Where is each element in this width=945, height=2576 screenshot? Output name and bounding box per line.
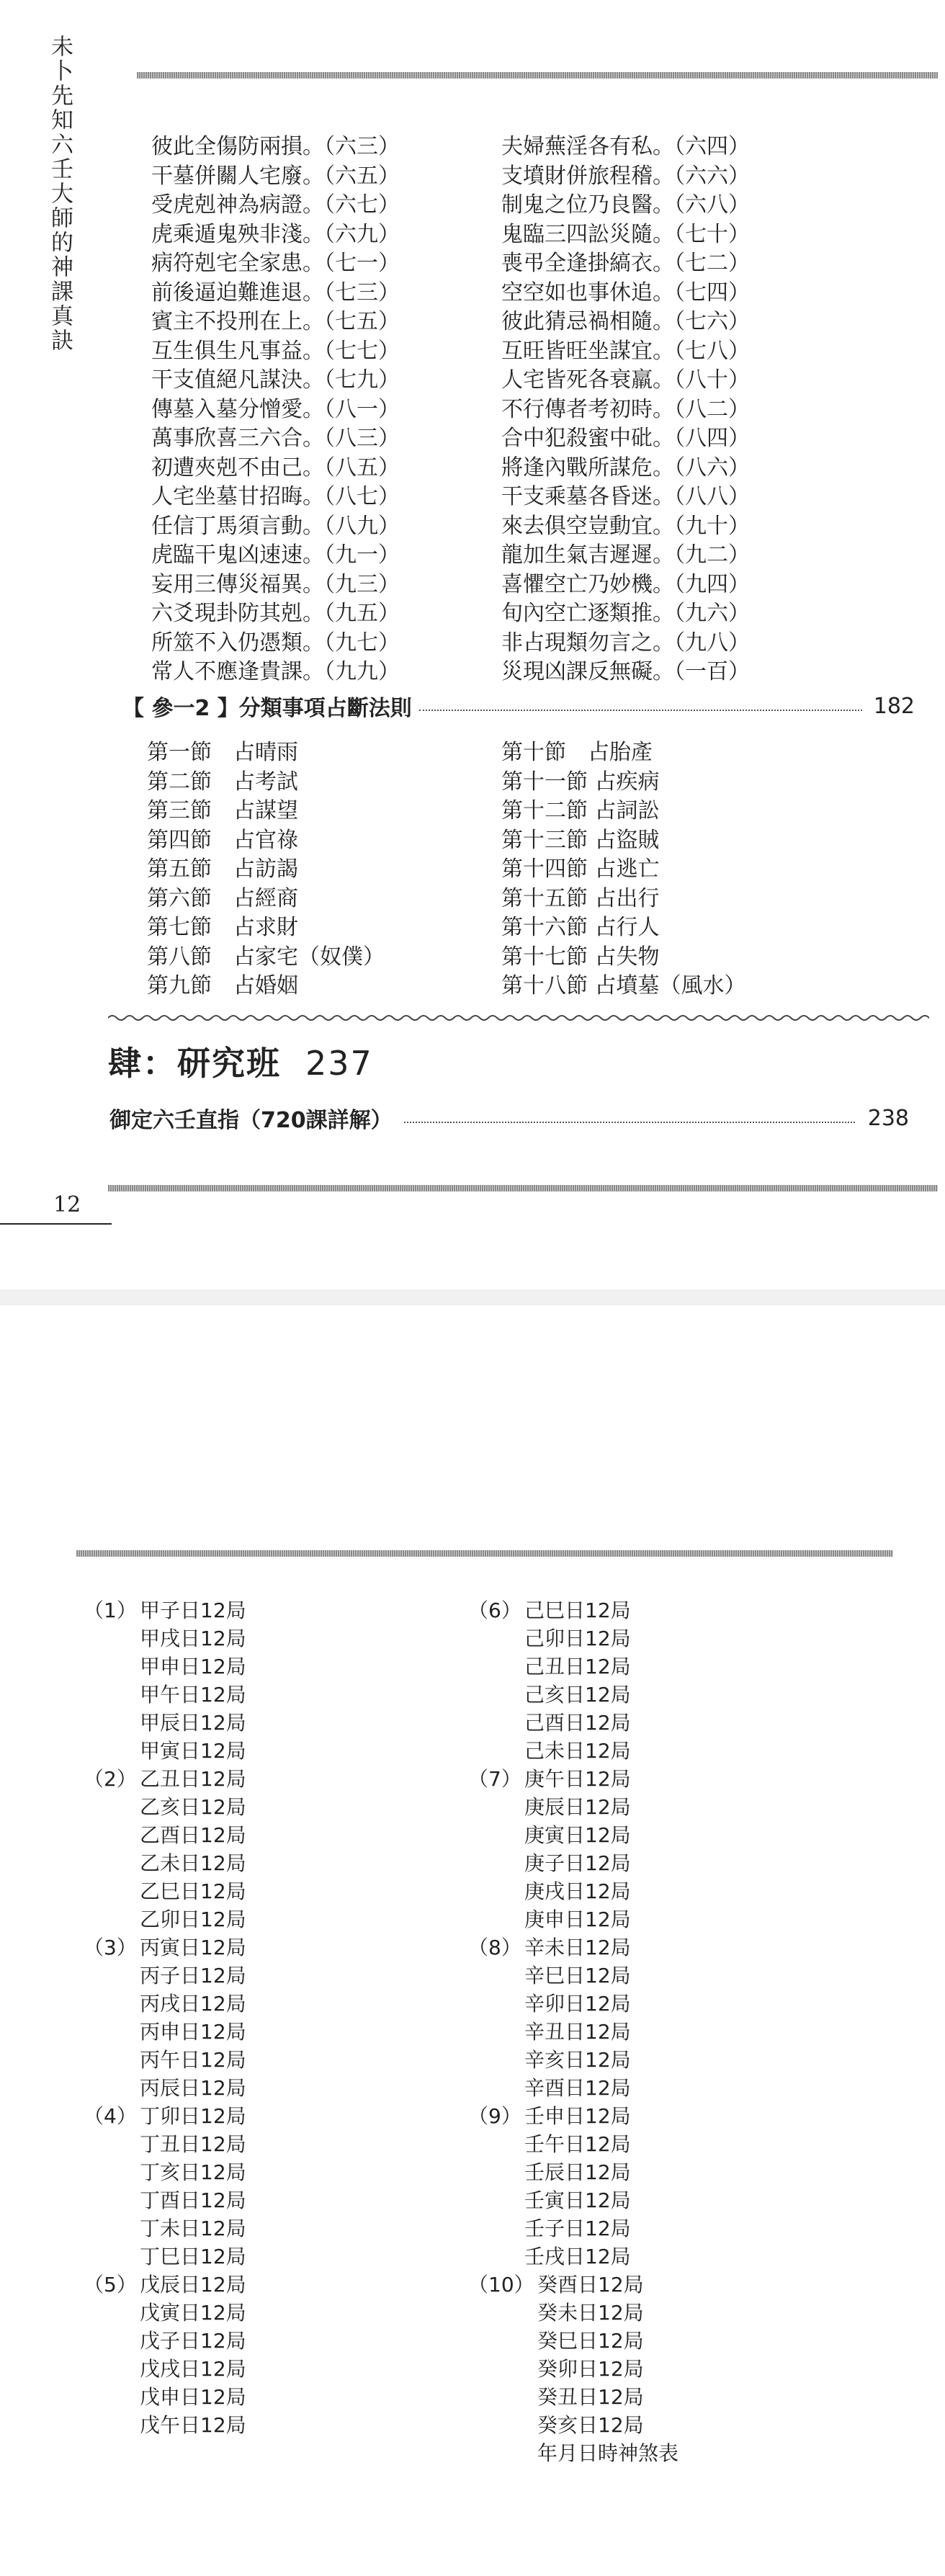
book-page-13 <box>0 1305 945 2576</box>
verse-line: 賓主不投刑在上。（七五） <box>151 309 400 334</box>
chapter-item: 第十七節 占失物 <box>501 944 660 970</box>
group-number: （10） <box>468 2273 534 2297</box>
day-item: 辛酉日12局 <box>524 2076 631 2100</box>
verse-line: 干支乘墓各昏迷。（八八） <box>501 484 750 509</box>
chapter-item: 第十六節 占行人 <box>501 915 660 940</box>
group-number: （4） <box>84 2104 137 2128</box>
chapter-item: 第七節 占求財 <box>147 915 298 940</box>
day-item: 甲子日12局 <box>140 1598 246 1622</box>
verse-line: 所筮不入仍憑類。（九七） <box>151 630 400 656</box>
day-item: 庚申日12局 <box>524 1908 631 1931</box>
verse-line: 干墓併關人宅廢。（六五） <box>151 163 400 189</box>
day-item: 甲午日12局 <box>140 1683 246 1707</box>
verse-line: 互生俱生凡事益。（七七） <box>151 338 400 364</box>
day-item: 癸卯日12局 <box>537 2357 644 2381</box>
group-number: （1） <box>84 1598 137 1622</box>
chapter-item: 第四節 占官祿 <box>147 827 298 853</box>
top-rule <box>76 1550 893 1557</box>
verse-line: 常人不應逢貴課。（九九） <box>151 659 400 684</box>
toc-entry-title: 御定六壬直指（720課詳解） <box>109 1108 393 1133</box>
top-rule <box>137 72 938 79</box>
day-item: 丙午日12局 <box>140 2048 246 2072</box>
day-item: 辛亥日12局 <box>524 2048 631 2072</box>
verse-line: 初遭夾剋不由己。（八五） <box>151 455 400 480</box>
day-item: 癸酉日12局 <box>537 2273 644 2297</box>
day-item: 庚辰日12局 <box>524 1795 631 1819</box>
toc-entry <box>109 1102 909 1134</box>
day-item: 己酉日12局 <box>524 1711 631 1735</box>
day-item: 甲寅日12局 <box>140 1739 246 1763</box>
verse-line: 空空如也事休追。（七四） <box>501 279 750 305</box>
verse-line: 六爻現卦防其剋。（九五） <box>151 601 400 626</box>
wavy-divider <box>108 1013 929 1023</box>
day-item: 丁酉日12局 <box>140 2188 246 2212</box>
day-item: 己亥日12局 <box>524 1683 631 1707</box>
day-item: 乙酉日12局 <box>140 1823 246 1847</box>
day-item: 壬寅日12局 <box>524 2188 631 2212</box>
section-page-number: 182 <box>873 693 915 719</box>
verse-line: 人宅皆死各衰羸。（八十） <box>501 367 750 393</box>
group-number: （7） <box>468 1767 521 1791</box>
day-item: 乙亥日12局 <box>140 1795 246 1819</box>
day-item: 丙戌日12局 <box>140 1992 246 2016</box>
day-item: 丙子日12局 <box>140 1964 246 1987</box>
day-item: 庚寅日12局 <box>524 1823 631 1847</box>
leader-dots <box>404 1122 855 1123</box>
day-item: 癸亥日12局 <box>537 2413 644 2437</box>
group-number: （3） <box>84 1936 137 1959</box>
verse-line: 傳墓入墓分憎愛。（八一） <box>151 396 400 422</box>
group-number: （5） <box>84 2273 137 2297</box>
day-group <box>84 1933 246 2102</box>
verse-line: 人宅坐墓甘招晦。（八七） <box>151 484 400 509</box>
section-heading <box>122 690 915 722</box>
verse-line: 鬼臨三四訟災隨。（七十） <box>501 221 750 247</box>
chapter-item: 第十節 占胎產 <box>501 740 653 765</box>
running-head: 未卜先知六壬大師的神課真訣 <box>47 35 73 353</box>
day-item: 己未日12局 <box>524 1739 631 1763</box>
verse-line: 前後逼迫難進退。（七三） <box>151 279 400 305</box>
chapter-item: 第八節 占家宅（奴僕） <box>147 944 385 970</box>
day-item: 丙寅日12局 <box>140 1936 246 1959</box>
verse-line: 病符剋宅全家患。（七一） <box>151 251 400 276</box>
verse-line: 不行傳者考初時。（八二） <box>501 396 750 422</box>
chapter-item: 第六節 占經商 <box>147 885 298 911</box>
day-item: 庚戌日12局 <box>524 1879 631 1903</box>
day-item: 庚子日12局 <box>524 1851 631 1875</box>
day-item: 丁丑日12局 <box>140 2132 246 2156</box>
chapter-list-left <box>147 738 385 1001</box>
day-item: 癸未日12局 <box>537 2301 644 2325</box>
day-group <box>468 2102 678 2271</box>
day-item: 丁卯日12局 <box>140 2104 246 2128</box>
group-number: （9） <box>468 2104 521 2128</box>
chapter-item: 第一節 占晴雨 <box>147 740 298 765</box>
chapter-item: 第五節 占訪謁 <box>147 857 298 882</box>
day-item: 辛巳日12局 <box>524 1964 631 1987</box>
part-heading-title: 肆：研究班 <box>108 1044 281 1083</box>
section-heading-title: 【 參一2 】分類事項占斷法則 <box>122 696 412 721</box>
verse-column-right <box>501 133 750 687</box>
day-item: 壬戌日12局 <box>524 2245 631 2268</box>
day-item: 戊子日12局 <box>140 2329 246 2353</box>
verse-line: 受虎剋神為病證。（六七） <box>151 192 400 218</box>
toc-page-number: 238 <box>867 1105 909 1131</box>
day-item: 戊辰日12局 <box>140 2273 246 2297</box>
page-number: 12 <box>53 1192 81 1217</box>
day-group <box>84 2102 246 2271</box>
day-item: 丁巳日12局 <box>140 2245 246 2268</box>
day-item: 己丑日12局 <box>524 1655 631 1678</box>
day-item: 辛未日12局 <box>524 1936 631 1959</box>
day-group <box>468 1933 678 2102</box>
verse-column-left <box>151 133 400 687</box>
verse-line: 非占現類勿言之。（九八） <box>501 630 750 656</box>
day-item: 辛卯日12局 <box>524 1992 631 2016</box>
verse-line: 支墳財併旅程稽。（六六） <box>501 163 750 189</box>
day-item: 戊申日12局 <box>140 2385 246 2409</box>
verse-line: 妄用三傳災福異。（九三） <box>151 571 400 597</box>
day-item: 壬申日12局 <box>524 2104 631 2128</box>
page-gap <box>0 1289 945 1305</box>
verse-line: 虎臨干鬼凶速速。（九一） <box>151 542 400 568</box>
group-number: （2） <box>84 1767 137 1791</box>
verse-line: 龍加生氣吉遲遲。（九二） <box>501 542 750 568</box>
verse-line: 喪弔全逢掛縞衣。（七二） <box>501 251 750 276</box>
verse-line: 合中犯殺蜜中砒。（八四） <box>501 426 750 451</box>
verse-line: 將逢內戰所謀危。（八六） <box>501 455 750 480</box>
day-item: 癸丑日12局 <box>537 2385 644 2409</box>
day-group <box>468 1765 678 1933</box>
day-item: 丁亥日12局 <box>140 2160 246 2184</box>
part-page-number: 237 <box>305 1044 373 1083</box>
day-item: 戊寅日12局 <box>140 2301 246 2325</box>
day-item: 甲申日12局 <box>140 1655 246 1678</box>
day-item: 乙丑日12局 <box>140 1767 246 1791</box>
day-list-right <box>468 1596 678 2467</box>
chapter-item: 第十八節 占墳墓（風水） <box>501 973 746 998</box>
day-item: 壬子日12局 <box>524 2217 631 2240</box>
page-number-underline <box>0 1223 112 1225</box>
verse-line: 災現凶課反無礙。（一百） <box>501 659 750 684</box>
verse-line: 互旺皆旺坐謀宜。（七八） <box>501 338 750 364</box>
day-group <box>84 2271 246 2439</box>
day-item: 壬午日12局 <box>524 2132 631 2156</box>
day-item: 乙卯日12局 <box>140 1908 246 1931</box>
part-heading <box>108 1037 373 1085</box>
verse-line: 夫婦蕪淫各有私。（六四） <box>501 134 750 159</box>
verse-line: 制鬼之位乃良醫。（六八） <box>501 192 750 218</box>
day-item: 丙辰日12局 <box>140 2076 246 2100</box>
day-item: 戊戌日12局 <box>140 2357 246 2381</box>
day-item: 年月日時神煞表 <box>537 2441 679 2465</box>
chapter-item: 第十三節 占盜賊 <box>501 827 660 853</box>
chapter-item: 第十四節 占逃亡 <box>501 857 660 882</box>
group-number: （6） <box>468 1598 521 1622</box>
day-group <box>84 1596 246 1765</box>
verse-line: 喜懼空亡乃妙機。（九四） <box>501 571 750 597</box>
day-item: 甲戌日12局 <box>140 1627 246 1650</box>
chapter-item: 第十二節 占詞訟 <box>501 798 660 823</box>
day-list-left <box>84 1596 246 2439</box>
verse-line: 任信丁馬須言動。（八九） <box>151 513 400 539</box>
day-item: 丙申日12局 <box>140 2020 246 2044</box>
chapter-item: 第十五節 占出行 <box>501 885 660 911</box>
verse-line: 彼此猜忌禍相隨。（七六） <box>501 309 750 334</box>
verse-line: 旬內空亡逐類推。（九六） <box>501 601 750 626</box>
chapter-item: 第十一節 占疾病 <box>501 769 660 795</box>
day-group <box>468 2271 678 2467</box>
group-number: （8） <box>468 1936 521 1959</box>
bottom-rule <box>108 1185 938 1191</box>
verse-line: 萬事欣喜三六合。（八三） <box>151 426 400 451</box>
verse-line: 干支值絕凡謀決。（七九） <box>151 367 400 393</box>
chapter-item: 第九節 占婚姻 <box>147 973 298 998</box>
verse-line: 來去俱空豈動宜。（九十） <box>501 513 750 539</box>
day-group <box>84 1765 246 1933</box>
leader-dots <box>419 710 862 711</box>
day-item: 乙未日12局 <box>140 1851 246 1875</box>
day-item: 庚午日12局 <box>524 1767 631 1791</box>
chapter-item: 第二節 占考試 <box>147 769 298 795</box>
chapter-list-right <box>501 738 746 1001</box>
day-item: 癸巳日12局 <box>537 2329 644 2353</box>
day-item: 辛丑日12局 <box>524 2020 631 2044</box>
chapter-item: 第三節 占謀望 <box>147 798 298 823</box>
day-item: 己巳日12局 <box>524 1598 631 1622</box>
verse-line: 虎乘遁鬼殃非淺。（六九） <box>151 221 400 247</box>
day-item: 戊午日12局 <box>140 2413 246 2437</box>
day-item: 丁未日12局 <box>140 2217 246 2240</box>
day-item: 乙巳日12局 <box>140 1879 246 1903</box>
day-group <box>468 1596 678 1765</box>
verse-line: 彼此全傷防兩損。（六三） <box>151 134 400 159</box>
day-item: 己卯日12局 <box>524 1627 631 1650</box>
day-item: 壬辰日12局 <box>524 2160 631 2184</box>
day-item: 甲辰日12局 <box>140 1711 246 1735</box>
